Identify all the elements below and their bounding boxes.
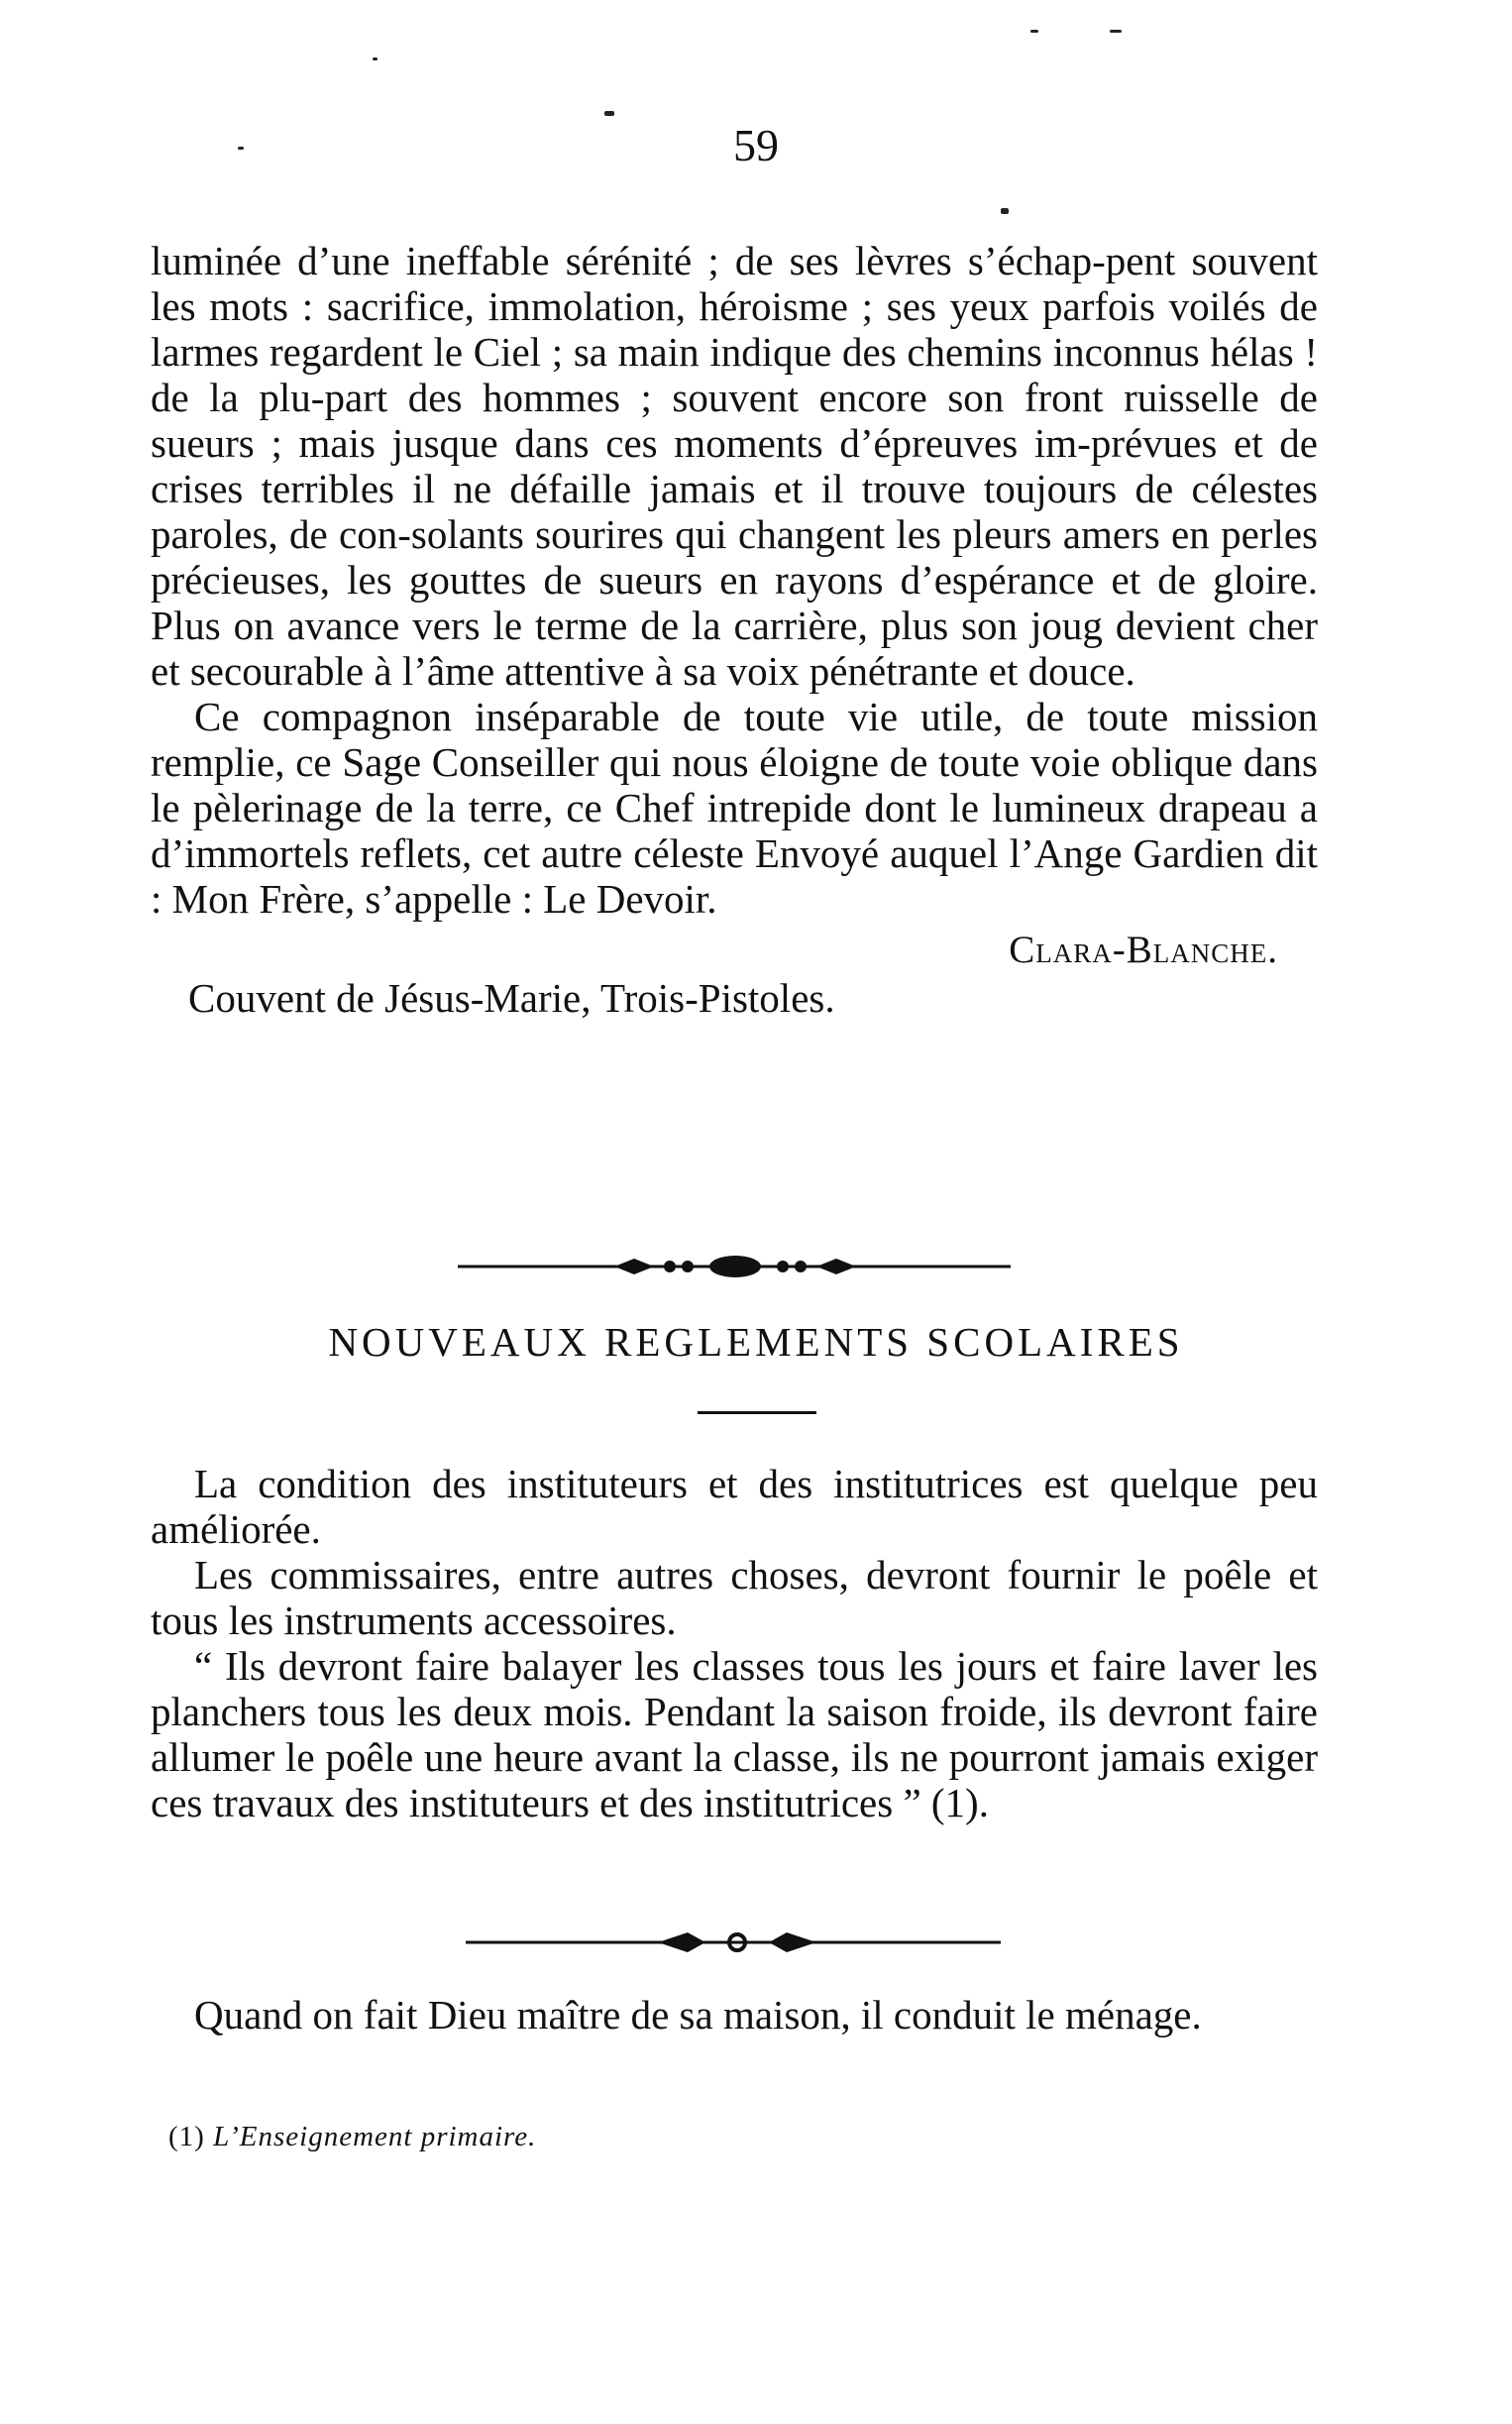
article-paragraph: luminée d’une ineffable sérénité ; de ses lèvres s’échap-pent souvent les mots : sacrifice, immolation, héroisme ; ses yeux parfois voilés de larmes regardent le Ciel ; sa main indique des chemins inconnus hélas ! de la plu-part des hommes ; souvent encore son front ruisselle de sueurs ; mais jusque dans ces moments d’épreuves im-prévues et de crises terribles il ne défaille jamais et il trouve toujours de célestes paroles, de con-solants sourires qui changent les pleurs amers en perles précieuses, les gouttes de sueurs en rayons d’espérance et de gloire. Plus on avance vers le terme de la carrière, plus son joug devient cher et secourable à l’âme attentive à sa voix pénétrante et douce.	[151, 238, 1318, 694]
footnote	[168, 2121, 536, 2153]
scan-speck	[373, 57, 378, 60]
footnote-mark: (1)	[168, 2121, 205, 2152]
section-paragraph: “ Ils devront faire balayer les classes tous les jours et faire laver les planchers tous les deux mois. Pendant la saison froide, ils devront faire allumer le poêle une heure avant la classe, ils ne pourront jamais exiger ces travaux des instituteurs et des institutrices ” (1).	[151, 1643, 1318, 1825]
maxim-block	[151, 1992, 1318, 2038]
scan-speck	[604, 111, 614, 116]
page-number: 59	[733, 120, 779, 170]
section-body	[151, 1461, 1318, 1825]
scan-speck	[1030, 30, 1038, 33]
maxim-text: Quand on fait Dieu maître de sa maison, il conduit le ménage.	[194, 1992, 1202, 2038]
author-address: Couvent de Jésus-Marie, Trois-Pistoles.	[188, 975, 835, 1021]
section-paragraph: Les commissaires, entre autres choses, devront fournir le poêle et tous les instruments accessoires.	[151, 1552, 1318, 1643]
scan-speck	[1001, 208, 1009, 214]
author-signature: Clara-Blanche.	[1009, 929, 1278, 971]
section-title: NOUVEAUX REGLEMENTS SCOLAIRES	[328, 1319, 1184, 1365]
article-body	[151, 238, 1318, 1021]
scan-speck	[1110, 30, 1122, 33]
title-rule	[698, 1411, 816, 1414]
footnote-text: L’Enseignement primaire.	[213, 2121, 537, 2152]
article-paragraph: Ce compagnon inséparable de toute vie utile, de toute mission remplie, ce Sage Conseiller qui nous éloigne de toute voie oblique dans le pèlerinage de la terre, ce Chef intrepide dont le lumineux drapeau a d’immortels reflets, cet autre céleste Envoyé auquel l’Ange Gardien dit : Mon Frère, s’appelle : Le Devoir.	[151, 694, 1318, 922]
separator-ornament	[0, 1923, 1512, 1962]
section-paragraph: La condition des instituteurs et des institutrices est quelque peu améliorée.	[151, 1461, 1318, 1552]
section-ornament	[0, 1247, 1512, 1286]
